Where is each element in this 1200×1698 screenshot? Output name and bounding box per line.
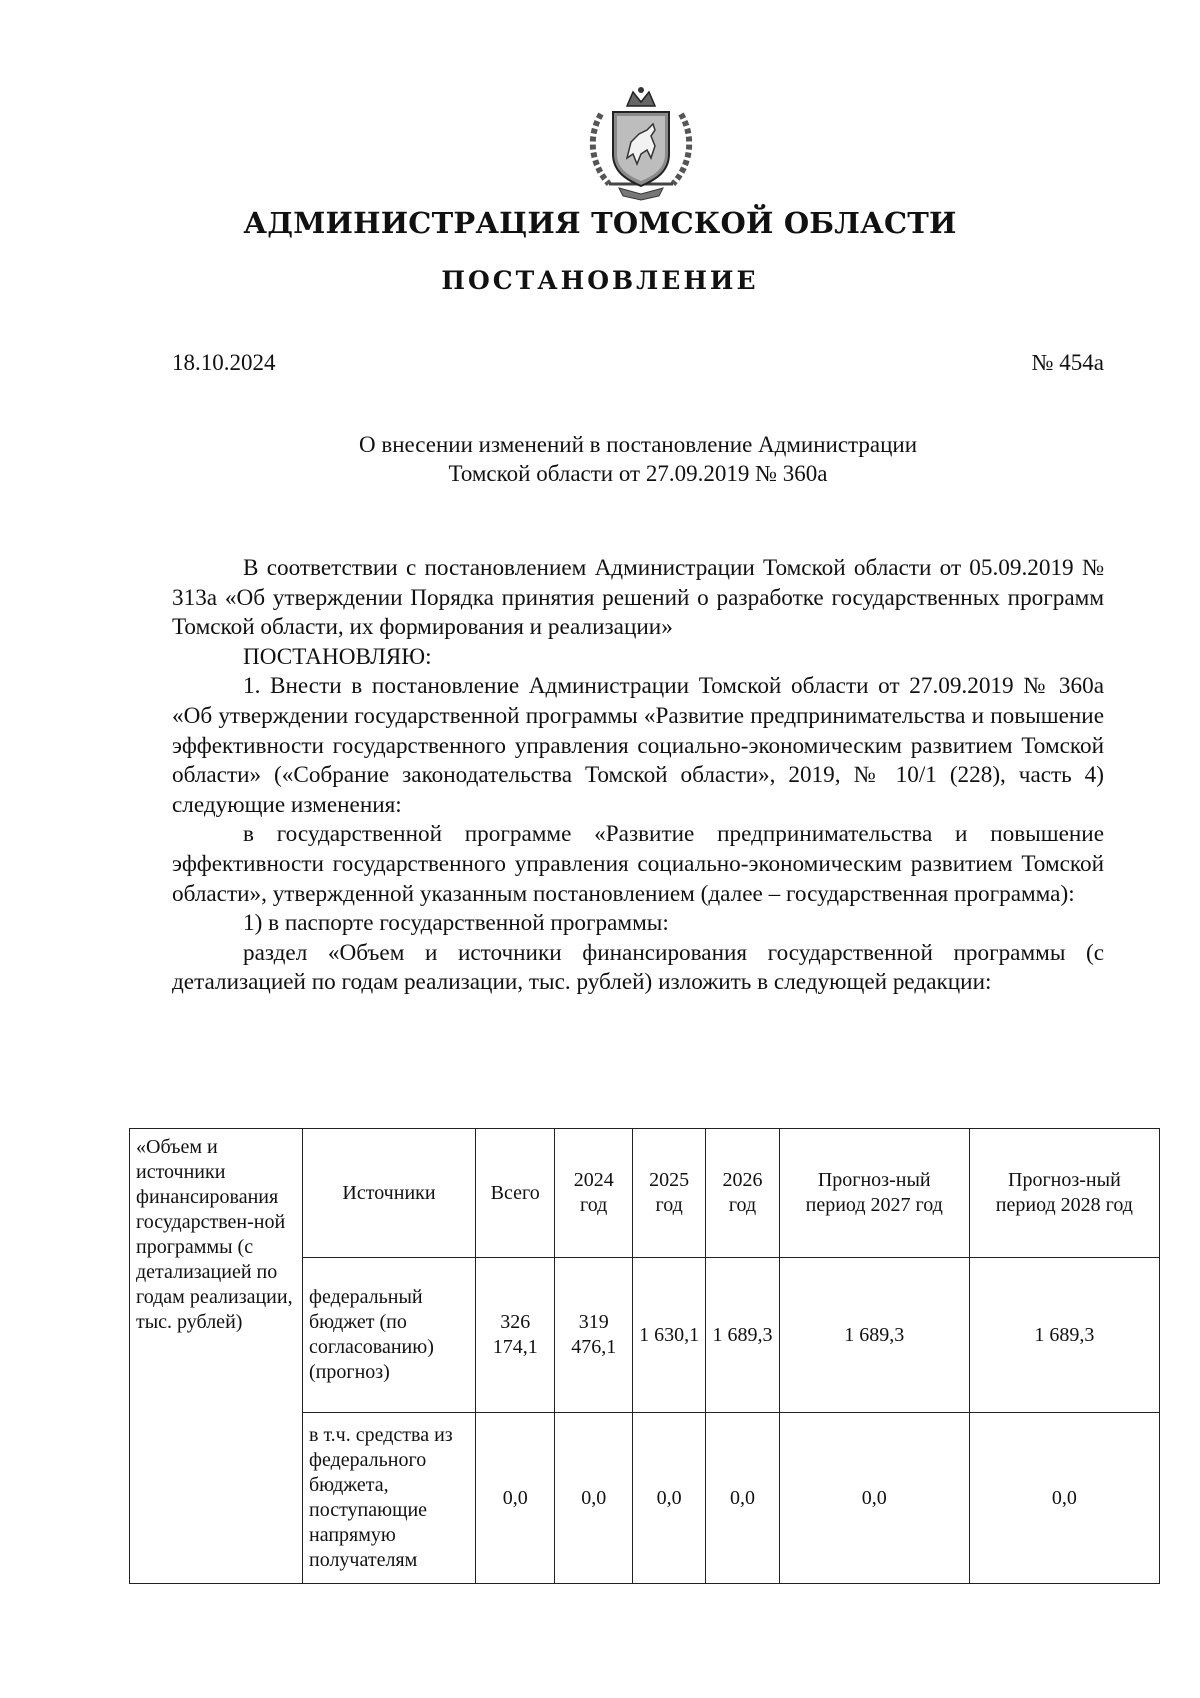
table-section-label: «Объем и источники финансирования государствен-ной программы (с детализацией по годам реализации, тыс. рублей) [130, 1129, 303, 1584]
document-type-title: ПОСТАНОВЛЕНИЕ [441, 266, 759, 295]
column-header-2024: 2024 год [555, 1129, 633, 1258]
passport-paragraph: 1) в паспорте государственной программы: [243, 910, 669, 937]
table-cell: 0,0 [706, 1413, 779, 1584]
subject-line-1: О внесении изменений в постановление Администрации [358, 432, 918, 457]
clause-1-paragraph: 1. Внести в постановление Администрации Томской области от 27.09.2019 № 360а «Об утверждении государственной программы «Развитие предпринимательства и повышение эффективности государственного управления социально-экономическим развитием Томской области» («Собрание законодательства Томской области», 2019, № 10/1 (228), часть 4) следующие изменения: [172, 673, 1104, 818]
organization-title: АДМИНИСТРАЦИЯ ТОМСКОЙ ОБЛАСТИ [243, 206, 957, 240]
preamble-paragraph: В соответствии с постановлением Администрации Томской области от 05.09.2019 № 313а «Об утверждении Порядка принятия решений о разработке государственных программ Томской области, их формирования и реализации» [172, 555, 1104, 641]
row-source: федеральный бюджет (по согласованию) (прогноз) [303, 1258, 476, 1413]
document-body [172, 554, 1104, 998]
column-header-2028: Прогноз-ный период 2028 год [969, 1129, 1159, 1258]
resolve-heading: ПОСТАНОВЛЯЮ: [243, 643, 432, 670]
table-cell: 319 476,1 [555, 1258, 633, 1413]
table-cell: 1 689,3 [706, 1258, 779, 1413]
table-cell: 0,0 [969, 1413, 1159, 1584]
document-date: 18.10.2024 [172, 350, 276, 375]
table-cell: 0,0 [779, 1413, 969, 1584]
column-header-2026: 2026 год [706, 1129, 779, 1258]
table-cell: 0,0 [476, 1413, 555, 1584]
financing-table [129, 1128, 1160, 1584]
table-cell: 0,0 [633, 1413, 706, 1584]
table-cell: 1 689,3 [969, 1258, 1159, 1413]
program-paragraph: в государственной программе «Развитие предпринимательства и повышение эффективности государственного управления социально-экономическим развитием Томской области», утвержденной указанным постановлением (далее – государственная программа): [172, 821, 1104, 907]
table-cell: 1 630,1 [633, 1258, 706, 1413]
subject-line-2: Томской области от 27.09.2019 № 360а [448, 461, 828, 486]
row-source: в т.ч. средства из федерального бюджета, поступающие напрямую получателям [303, 1413, 476, 1584]
table-cell: 0,0 [555, 1413, 633, 1584]
document-number: № 454а [1031, 350, 1104, 375]
table-cell: 326 174,1 [476, 1258, 555, 1413]
column-header-sources: Источники [303, 1129, 476, 1258]
coat-of-arms-emblem-icon [583, 84, 699, 202]
section-paragraph: раздел «Объем и источники финансирования государственной программы (с детализацией по годам реализации, тыс. рублей) изложить в следующей редакции: [172, 939, 1104, 996]
column-header-total: Всего [476, 1129, 555, 1258]
table-cell: 1 689,3 [779, 1258, 969, 1413]
column-header-2027: Прогноз-ный период 2027 год [779, 1129, 969, 1258]
table-header-row [130, 1129, 1160, 1258]
document-subject [172, 430, 1104, 488]
column-header-2025: 2025 год [633, 1129, 706, 1258]
